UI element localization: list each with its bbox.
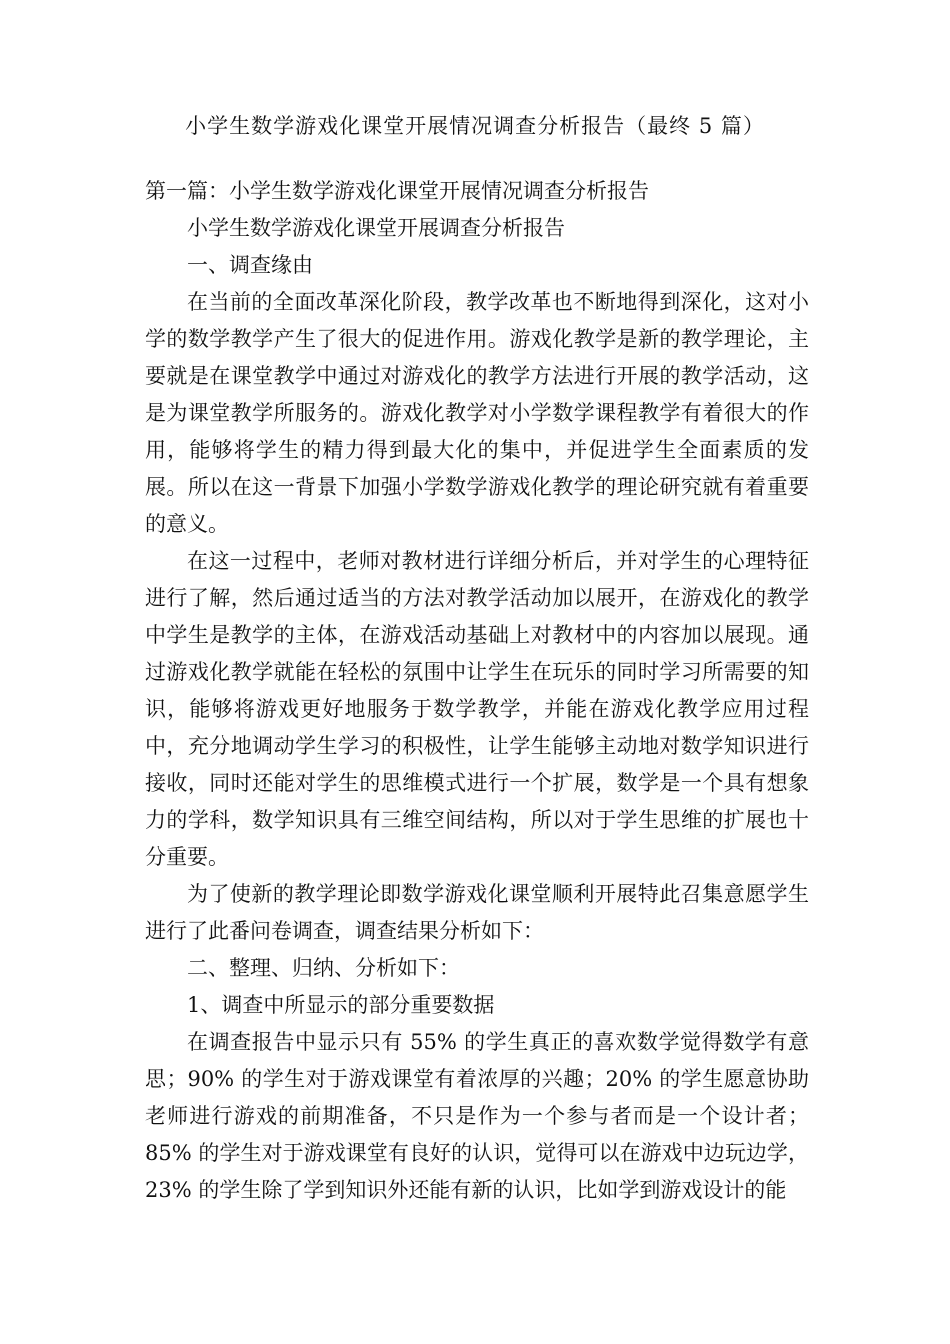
paragraph: 在调查报告中显示只有 55% 的学生真正的喜欢数学觉得数学有意思；90% 的学生对于游戏课堂有着浓厚的兴趣；20% 的学生愿意协助老师进行游戏的前期准备，不只是作为一个参与者而是一个设计者；85% 的学生对于游戏课堂有良好的认识，觉得可以在游戏中边玩边学，23% 的学生除了学到知识外还能有新的认识，比如学到游戏设计的能 [145, 1030, 809, 1202]
report-title: 小学生数学游戏化课堂开展调查分析报告 [187, 216, 565, 240]
paragraph: 为了使新的教学理论即数学游戏化课堂顺利开展特此召集意愿学生进行了此番问卷调查，调查结果分析如下： [145, 882, 809, 943]
chapter-heading: 第一篇：小学生数学游戏化课堂开展情况调查分析报告 [145, 179, 649, 203]
section-heading-analysis: 二、整理、归纳、分析如下： [187, 956, 460, 980]
paragraph: 在这一过程中，老师对教材进行详细分析后，并对学生的心理特征进行了解，然后通过适当的方法对教学活动加以展开，在游戏化的教学中学生是教学的主体，在游戏活动基础上对教材中的内容加以展现。通过游戏化教学就能在轻松的氛围中让学生在玩乐的同时学习所需要的知识，能够将游戏更好地服务于数学教学，并能在游戏化教学应用过程中，充分地调动学生学习的积极性，让学生能够主动地对数学知识进行接收，同时还能对学生的思维模式进行一个扩展，数学是一个具有想象力的学科，数学知识具有三维空间结构，所以对于学生思维的扩展也十分重要。 [145, 549, 809, 869]
paragraph: 在当前的全面改革深化阶段，教学改革也不断地得到深化，这对小学的数学教学产生了很大的促进作用。游戏化教学是新的教学理论，主要就是在课堂教学中通过对游戏化的教学方法进行开展的教学活动，这是为课堂教学所服务的。游戏化教学对小学数学课程教学有着很大的作用，能够将学生的精力得到最大化的集中，并促进学生全面素质的发展。所以在这一背景下加强小学数学游戏化教学的理论研究就有着重要的意义。 [145, 290, 809, 536]
document-title: 小学生数学游戏化课堂开展情况调查分析报告（最终 5 篇） [185, 114, 765, 138]
document-body [145, 173, 809, 1209]
section-heading-reason: 一、调查缘由 [187, 253, 313, 277]
subsection-heading-data: 1、调查中所显示的部分重要数据 [187, 993, 495, 1017]
